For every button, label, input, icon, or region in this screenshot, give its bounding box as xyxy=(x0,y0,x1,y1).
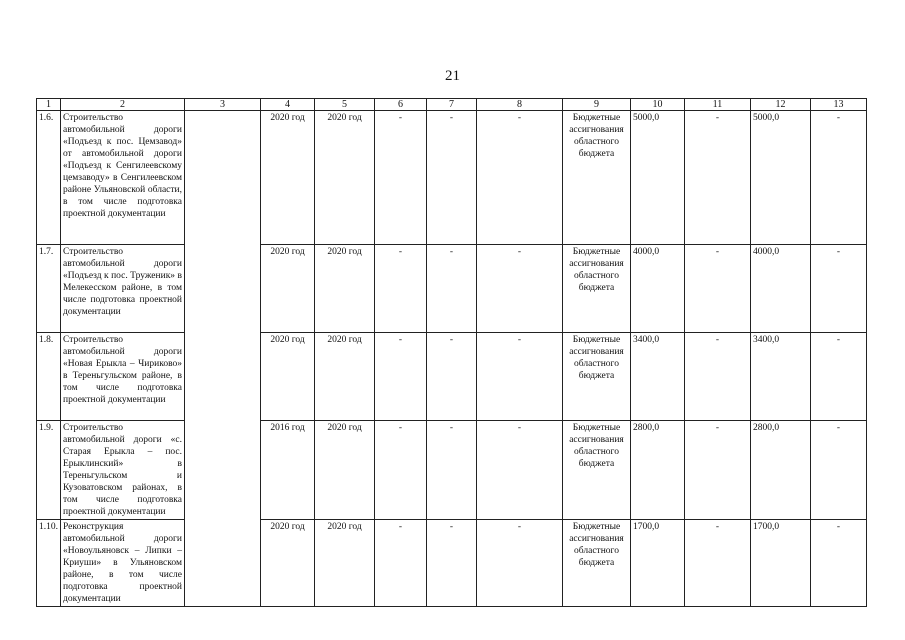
cell-6: - xyxy=(375,421,427,520)
end-year: 2020 год xyxy=(315,111,375,245)
header-row xyxy=(37,99,867,111)
end-year: 2020 год xyxy=(315,421,375,520)
cell-6: - xyxy=(375,111,427,245)
funding-source: Бюджетные ассигнования областного бюджета xyxy=(563,111,631,245)
start-year: 2020 год xyxy=(261,111,315,245)
column-header: 5 xyxy=(315,99,375,111)
amount-total: 5000,0 xyxy=(631,111,685,245)
measure-name: Строительство автомобильной дороги «с. Старая Ерыкла – пос. Ерыклинский» в Тереньгульском и Кузоватовском районах, в том числе подготовка проектной документации xyxy=(61,421,185,520)
column-header: 12 xyxy=(751,99,811,111)
program-table xyxy=(36,98,867,607)
end-year: 2020 год xyxy=(315,245,375,333)
funding-source: Бюджетные ассигнования областного бюджета xyxy=(563,421,631,520)
column-header: 4 xyxy=(261,99,315,111)
cell-11: - xyxy=(685,520,751,607)
table-row xyxy=(37,421,867,520)
start-year: 2016 год xyxy=(261,421,315,520)
measure-name: Реконструкция автомобильной дороги «Новоульяновск – Липки – Криуши» в Ульяновском районе, в том числе подготовка проектной документации xyxy=(61,520,185,607)
amount-total: 4000,0 xyxy=(631,245,685,333)
cell-6: - xyxy=(375,245,427,333)
table-row xyxy=(37,520,867,607)
row-number: 1.6. xyxy=(37,111,61,245)
cell-7: - xyxy=(427,111,477,245)
column-header: 6 xyxy=(375,99,427,111)
cell-11: - xyxy=(685,333,751,421)
cell-13: - xyxy=(811,520,867,607)
amount-year: 5000,0 xyxy=(751,111,811,245)
column-header: 1 xyxy=(37,99,61,111)
measure-name: Строительство автомобильной дороги «Подъезд к пос. Цемзавод» от автомобильной дороги «Подъезд к Сенгилеевскому цемзаводу» в Сенгилеевском районе Ульяновской области, в том числе подготовка проектной документации xyxy=(61,111,185,245)
funding-source: Бюджетные ассигнования областного бюджета xyxy=(563,333,631,421)
amount-year: 3400,0 xyxy=(751,333,811,421)
start-year: 2020 год xyxy=(261,333,315,421)
column-header: 10 xyxy=(631,99,685,111)
amount-year: 1700,0 xyxy=(751,520,811,607)
start-year: 2020 год xyxy=(261,245,315,333)
cell-8: - xyxy=(477,421,563,520)
column-header: 3 xyxy=(185,99,261,111)
row-number: 1.8. xyxy=(37,333,61,421)
amount-total: 3400,0 xyxy=(631,333,685,421)
cell-13: - xyxy=(811,245,867,333)
page-number: 21 xyxy=(445,68,460,84)
row-number: 1.9. xyxy=(37,421,61,520)
column-header: 7 xyxy=(427,99,477,111)
cell-7: - xyxy=(427,421,477,520)
column-header: 2 xyxy=(61,99,185,111)
table-row xyxy=(37,111,867,245)
funding-source: Бюджетные ассигнования областного бюджета xyxy=(563,520,631,607)
cell-11: - xyxy=(685,111,751,245)
cell-7: - xyxy=(427,333,477,421)
amount-year: 4000,0 xyxy=(751,245,811,333)
cell-13: - xyxy=(811,421,867,520)
table-row xyxy=(37,245,867,333)
cell-6: - xyxy=(375,333,427,421)
column-header: 11 xyxy=(685,99,751,111)
cell-8: - xyxy=(477,111,563,245)
row-number: 1.7. xyxy=(37,245,61,333)
cell-8: - xyxy=(477,245,563,333)
cell-13: - xyxy=(811,333,867,421)
funding-source: Бюджетные ассигнования областного бюджета xyxy=(563,245,631,333)
end-year: 2020 год xyxy=(315,520,375,607)
cell-11: - xyxy=(685,421,751,520)
cell-8: - xyxy=(477,333,563,421)
measure-name: Строительство автомобильной дороги «Подъезд к пос. Труженик» в Мелекесском районе, в том числе подготовка проектной документации xyxy=(61,245,185,333)
executor-cell xyxy=(185,111,261,607)
end-year: 2020 год xyxy=(315,333,375,421)
table-row xyxy=(37,333,867,421)
cell-13: - xyxy=(811,111,867,245)
start-year: 2020 год xyxy=(261,520,315,607)
cell-7: - xyxy=(427,245,477,333)
row-number: 1.10. xyxy=(37,520,61,607)
cell-6: - xyxy=(375,520,427,607)
cell-8: - xyxy=(477,520,563,607)
amount-total: 1700,0 xyxy=(631,520,685,607)
cell-7: - xyxy=(427,520,477,607)
column-header: 9 xyxy=(563,99,631,111)
amount-total: 2800,0 xyxy=(631,421,685,520)
measure-name: Строительство автомобильной дороги «Новая Ерыкла – Чириково» в Тереньгульском районе, в том числе подготовка проектной документации xyxy=(61,333,185,421)
amount-year: 2800,0 xyxy=(751,421,811,520)
column-header: 13 xyxy=(811,99,867,111)
cell-11: - xyxy=(685,245,751,333)
column-header: 8 xyxy=(477,99,563,111)
